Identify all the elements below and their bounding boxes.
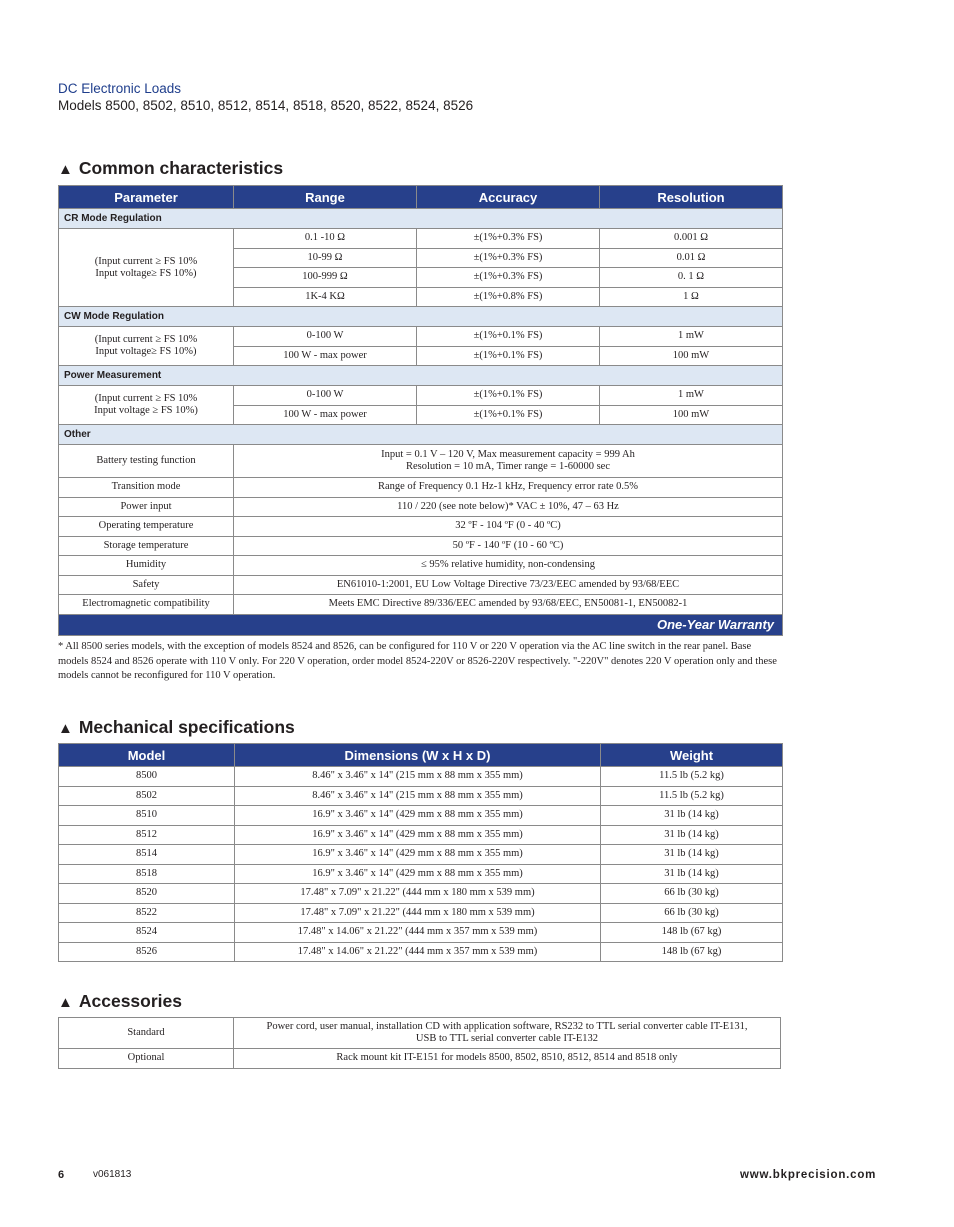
triangle-icon: ▲ bbox=[58, 161, 73, 178]
column-header: Accuracy bbox=[417, 186, 600, 209]
table-row bbox=[59, 942, 783, 962]
weight-cell: 31 lb (14 kg) bbox=[601, 806, 783, 826]
table-row bbox=[59, 595, 783, 615]
weight-cell: 148 lb (67 kg) bbox=[601, 923, 783, 943]
parameter-cell bbox=[59, 386, 234, 425]
group-row bbox=[59, 366, 783, 386]
value-cell: ≤ 95% relative humidity, non-condensing bbox=[234, 556, 783, 576]
document-category: DC Electronic Loads bbox=[58, 81, 182, 96]
dimensions-cell: 16.9" x 3.46" x 14" (429 mm x 88 mm x 355 mm) bbox=[235, 806, 601, 826]
table-header-row bbox=[59, 186, 783, 209]
weight-cell: 66 lb (30 kg) bbox=[601, 884, 783, 904]
accessory-label: Standard bbox=[59, 1018, 234, 1049]
table-row bbox=[59, 825, 783, 845]
model-cell: 8520 bbox=[59, 884, 235, 904]
section-title-mechanical bbox=[58, 717, 295, 738]
weight-cell: 11.5 lb (5.2 kg) bbox=[601, 767, 783, 787]
dimensions-cell: 16.9" x 3.46" x 14" (429 mm x 88 mm x 355 mm) bbox=[235, 845, 601, 865]
table-row bbox=[59, 1049, 781, 1069]
warranty-label: One-Year Warranty bbox=[59, 614, 783, 635]
table-row bbox=[59, 575, 783, 595]
accessory-value: Rack mount kit IT-E151 for models 8500, 8502, 8510, 8512, 8514 and 8518 only bbox=[234, 1049, 781, 1069]
weight-cell: 148 lb (67 kg) bbox=[601, 942, 783, 962]
weight-cell: 66 lb (30 kg) bbox=[601, 903, 783, 923]
model-cell: 8500 bbox=[59, 767, 235, 787]
table-row bbox=[59, 386, 783, 406]
document-models: Models 8500, 8502, 8510, 8512, 8514, 8518, 8520, 8522, 8524, 8526 bbox=[58, 98, 474, 113]
group-row bbox=[59, 307, 783, 327]
range-cell: 1K-4 KΩ bbox=[234, 287, 417, 307]
parameter-cell: Transition mode bbox=[59, 478, 234, 498]
value-cell: 50 ºF - 140 ºF (10 - 60 ºC) bbox=[234, 536, 783, 556]
resolution-cell: 0. 1 Ω bbox=[600, 268, 783, 288]
group-row bbox=[59, 209, 783, 229]
value-cell: Meets EMC Directive 89/336/EEC amended by 93/68/EEC, EN50081-1, EN50082-1 bbox=[234, 595, 783, 615]
parameter-line: Input voltage ≥ FS 10%) bbox=[94, 405, 198, 416]
resolution-cell: 0.001 Ω bbox=[600, 229, 783, 249]
triangle-icon: ▲ bbox=[58, 720, 73, 737]
model-cell: 8526 bbox=[59, 942, 235, 962]
column-header: Range bbox=[234, 186, 417, 209]
section-title-text: Common characteristics bbox=[78, 158, 284, 178]
table-row bbox=[59, 786, 783, 806]
table-row bbox=[59, 478, 783, 498]
group-label: Other bbox=[59, 425, 783, 445]
table-row bbox=[59, 229, 783, 249]
dimensions-cell: 8.46" x 3.46" x 14" (215 mm x 88 mm x 355 mm) bbox=[235, 786, 601, 806]
value-line: Input = 0.1 V – 120 V, Max measurement capacity = 999 Ah bbox=[381, 449, 635, 460]
model-cell: 8518 bbox=[59, 864, 235, 884]
weight-cell: 31 lb (14 kg) bbox=[601, 845, 783, 865]
parameter-cell: Operating temperature bbox=[59, 517, 234, 537]
parameter-line: Input voltage≥ FS 10%) bbox=[95, 267, 197, 279]
resolution-cell: 100 mW bbox=[600, 405, 783, 425]
table-row bbox=[59, 445, 783, 478]
dimensions-cell: 16.9" x 3.46" x 14" (429 mm x 88 mm x 355 mm) bbox=[235, 864, 601, 884]
table-row bbox=[59, 864, 783, 884]
resolution-cell: 1 mW bbox=[600, 386, 783, 406]
column-header: Parameter bbox=[59, 186, 234, 209]
value-cell: EN61010-1:2001, EU Low Voltage Directive 73/23/EEC amended by 93/68/EEC bbox=[234, 575, 783, 595]
value-line: Power cord, user manual, installation CD with application software, RS232 to TTL serial converter cable IT-E131, bbox=[266, 1021, 748, 1032]
warranty-row bbox=[59, 614, 783, 635]
parameter-cell: Battery testing function bbox=[59, 445, 234, 478]
table-row bbox=[59, 536, 783, 556]
table-row bbox=[59, 806, 783, 826]
table-row bbox=[59, 903, 783, 923]
resolution-cell: 1 mW bbox=[600, 327, 783, 347]
table-row bbox=[59, 327, 783, 347]
triangle-icon: ▲ bbox=[58, 994, 73, 1011]
value-cell: 32 ºF - 104 ºF (0 - 40 ºC) bbox=[234, 517, 783, 537]
footnote: * All 8500 series models, with the exception of models 8524 and 8526, can be configured for 110 V or 220 V operation via the AC line switch in the rear panel. Base models 8524 and 8526 operate with 110 V only. For 220 V operation, order model 8524-220V or 8526-220V respectively. "-220V" denotes 220 V operation only and these models cannot be reconfigured for 110 V operation. bbox=[58, 641, 777, 681]
table-header-row bbox=[59, 744, 783, 767]
accuracy-cell: ±(1%+0.3% FS) bbox=[417, 248, 600, 268]
accuracy-cell: ±(1%+0.1% FS) bbox=[417, 327, 600, 347]
model-cell: 8522 bbox=[59, 903, 235, 923]
model-cell: 8510 bbox=[59, 806, 235, 826]
parameter-line: Input voltage≥ FS 10%) bbox=[95, 346, 197, 357]
page-number: 6 bbox=[58, 1169, 65, 1181]
group-label: CW Mode Regulation bbox=[59, 307, 783, 327]
section-title-text: Mechanical specifications bbox=[78, 717, 295, 737]
range-cell: 100-999 Ω bbox=[234, 268, 417, 288]
weight-cell: 31 lb (14 kg) bbox=[601, 864, 783, 884]
model-cell: 8514 bbox=[59, 845, 235, 865]
weight-cell: 31 lb (14 kg) bbox=[601, 825, 783, 845]
section-title-accessories bbox=[58, 991, 182, 1012]
parameter-line: (Input current ≥ FS 10% bbox=[94, 393, 198, 404]
resolution-cell: 0.01 Ω bbox=[600, 248, 783, 268]
column-header: Dimensions (W x H x D) bbox=[235, 744, 601, 767]
parameter-cell: Storage temperature bbox=[59, 536, 234, 556]
parameter-cell bbox=[59, 229, 234, 307]
value-line: Resolution = 10 mA, Timer range = 1-60000 sec bbox=[405, 461, 611, 472]
table-row bbox=[59, 1018, 781, 1049]
parameter-line: (Input current ≥ FS 10% bbox=[94, 334, 198, 345]
table-row bbox=[59, 517, 783, 537]
model-cell: 8502 bbox=[59, 786, 235, 806]
dimensions-cell: 16.9" x 3.46" x 14" (429 mm x 88 mm x 355 mm) bbox=[235, 825, 601, 845]
dimensions-cell: 17.48" x 14.06" x 21.22" (444 mm x 357 mm x 539 mm) bbox=[235, 942, 601, 962]
group-row bbox=[59, 425, 783, 445]
accuracy-cell: ±(1%+0.3% FS) bbox=[417, 229, 600, 249]
accuracy-cell: ±(1%+0.1% FS) bbox=[417, 386, 600, 406]
weight-cell: 11.5 lb (5.2 kg) bbox=[601, 786, 783, 806]
table-row bbox=[59, 556, 783, 576]
parameter-cell: Electromagnetic compatibility bbox=[59, 595, 234, 615]
parameter-cell bbox=[59, 327, 234, 366]
dimensions-cell: 17.48" x 7.09" x 21.22" (444 mm x 180 mm x 539 mm) bbox=[235, 884, 601, 904]
section-title-text: Accessories bbox=[78, 991, 182, 1011]
column-header: Weight bbox=[601, 744, 783, 767]
column-header: Model bbox=[59, 744, 235, 767]
version-code: v061813 bbox=[93, 1169, 132, 1180]
table-row bbox=[59, 923, 783, 943]
range-cell: 10-99 Ω bbox=[234, 248, 417, 268]
parameter-cell: Safety bbox=[59, 575, 234, 595]
dimensions-cell: 17.48" x 7.09" x 21.22" (444 mm x 180 mm x 539 mm) bbox=[235, 903, 601, 923]
column-header: Resolution bbox=[600, 186, 783, 209]
model-cell: 8524 bbox=[59, 923, 235, 943]
table-row bbox=[59, 767, 783, 787]
common-characteristics-table bbox=[58, 185, 783, 636]
model-cell: 8512 bbox=[59, 825, 235, 845]
accuracy-cell: ±(1%+0.1% FS) bbox=[417, 346, 600, 366]
parameter-line: (Input current ≥ FS 10% bbox=[94, 255, 198, 267]
accessories-table bbox=[58, 1017, 781, 1069]
group-label: Power Measurement bbox=[59, 366, 783, 386]
table-row bbox=[59, 845, 783, 865]
parameter-cell: Power input bbox=[59, 497, 234, 517]
mechanical-table bbox=[58, 743, 783, 962]
range-cell: 100 W - max power bbox=[234, 346, 417, 366]
dimensions-cell: 17.48" x 14.06" x 21.22" (444 mm x 357 mm x 539 mm) bbox=[235, 923, 601, 943]
range-cell: 0-100 W bbox=[234, 327, 417, 347]
range-cell: 100 W - max power bbox=[234, 405, 417, 425]
value-cell: 110 / 220 (see note below)* VAC ± 10%, 47 – 63 Hz bbox=[234, 497, 783, 517]
range-cell: 0-100 W bbox=[234, 386, 417, 406]
value-line: USB to TTL serial converter cable IT-E132 bbox=[415, 1033, 599, 1044]
value-cell bbox=[234, 445, 783, 478]
website-url: www.bkprecision.com bbox=[740, 1169, 877, 1181]
table-row bbox=[59, 497, 783, 517]
resolution-cell: 100 mW bbox=[600, 346, 783, 366]
range-cell: 0.1 -10 Ω bbox=[234, 229, 417, 249]
group-label: CR Mode Regulation bbox=[59, 209, 783, 229]
dimensions-cell: 8.46" x 3.46" x 14" (215 mm x 88 mm x 355 mm) bbox=[235, 767, 601, 787]
value-cell: Range of Frequency 0.1 Hz-1 kHz, Frequency error rate 0.5% bbox=[234, 478, 783, 498]
accuracy-cell: ±(1%+0.3% FS) bbox=[417, 268, 600, 288]
accessory-value bbox=[234, 1018, 781, 1049]
table-row bbox=[59, 884, 783, 904]
resolution-cell: 1 Ω bbox=[600, 287, 783, 307]
accuracy-cell: ±(1%+0.8% FS) bbox=[417, 287, 600, 307]
accessory-label: Optional bbox=[59, 1049, 234, 1069]
section-title-common bbox=[58, 158, 283, 179]
parameter-cell: Humidity bbox=[59, 556, 234, 576]
accuracy-cell: ±(1%+0.1% FS) bbox=[417, 405, 600, 425]
